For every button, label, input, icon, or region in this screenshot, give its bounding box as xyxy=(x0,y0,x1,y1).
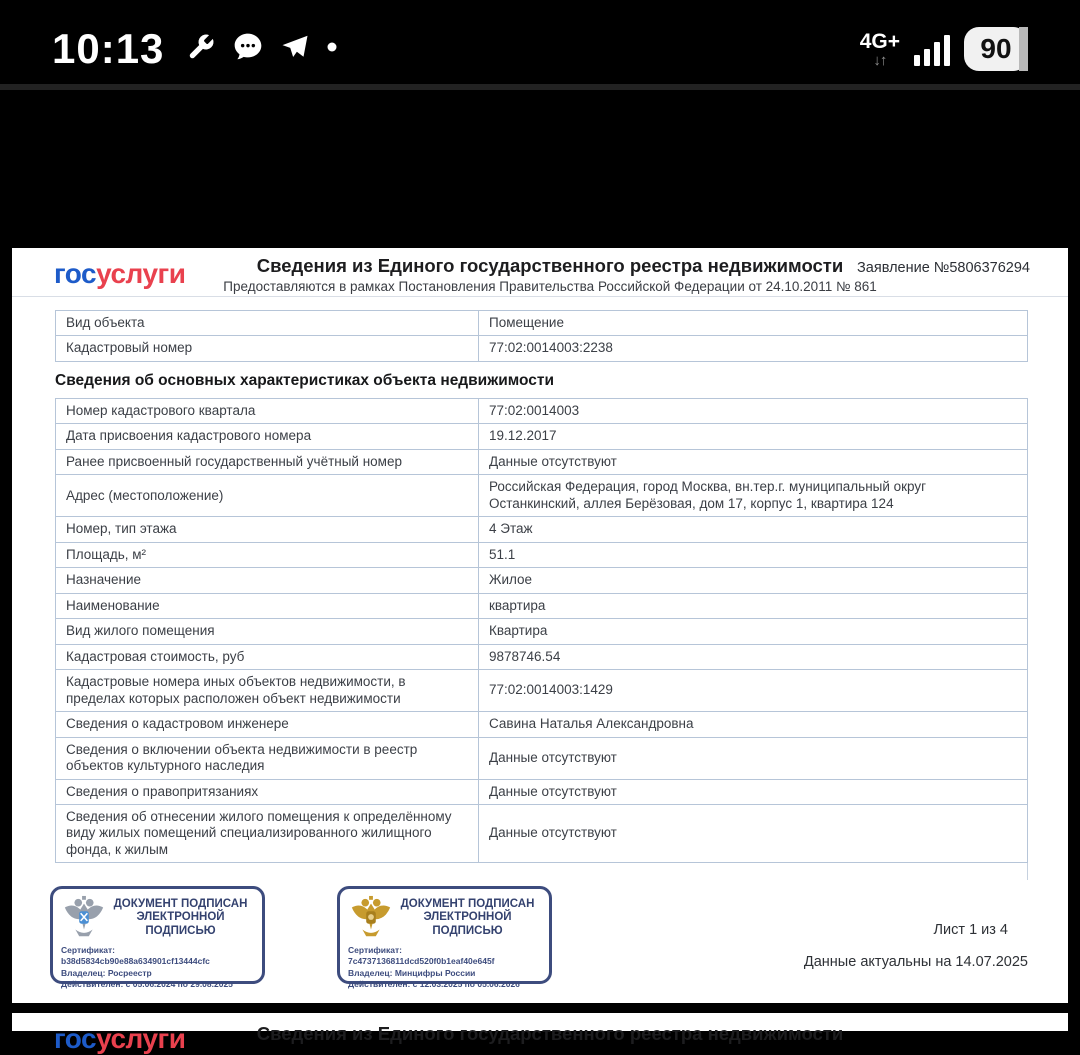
row-label: Наименование xyxy=(56,593,479,618)
table-row xyxy=(56,542,1028,567)
table-row xyxy=(56,644,1028,669)
table-row xyxy=(56,475,1028,517)
document-page-2-sliver[interactable] xyxy=(12,1013,1068,1054)
wrench-icon xyxy=(186,32,216,67)
row-label: Назначение xyxy=(56,568,479,593)
row-value: 9878746.54 xyxy=(479,644,1028,669)
signal-strength-icon xyxy=(914,32,950,66)
network-type-label: 4G+ xyxy=(859,29,900,53)
object-summary-table xyxy=(55,310,1028,362)
table-row xyxy=(56,670,1028,712)
table-row xyxy=(56,737,1028,779)
table-border-artifact xyxy=(1027,863,1028,880)
row-label: Адрес (местоположение) xyxy=(56,475,479,517)
table-row xyxy=(56,593,1028,618)
logo-gos-part: гос xyxy=(54,258,97,289)
logo-uslugi-part: услуги xyxy=(96,1023,186,1054)
rosreestr-eagle-icon xyxy=(61,895,107,941)
table-row xyxy=(56,568,1028,593)
row-value: Жилое xyxy=(479,568,1028,593)
table-row xyxy=(56,804,1028,862)
section-title: Сведения об основных характеристиках объекта недвижимости xyxy=(55,372,554,389)
table-row xyxy=(56,449,1028,474)
row-label: Вид жилого помещения xyxy=(56,619,479,644)
stamp-owner: Владелец: Росреестр xyxy=(61,967,152,978)
data-actual-date: Данные актуальны на 14.07.2025 xyxy=(803,954,1028,970)
table-row xyxy=(56,517,1028,542)
document-title: Сведения из Единого государственного реестра недвижимости xyxy=(256,1023,844,1044)
row-value: Данные отсутствуют xyxy=(479,779,1028,804)
table-row xyxy=(56,779,1028,804)
row-label: Кадастровая стоимость, руб xyxy=(56,644,479,669)
battery-percent: 90 xyxy=(980,33,1012,64)
row-value: 19.12.2017 xyxy=(479,424,1028,449)
row-value: Савина Наталья Александровна xyxy=(479,712,1028,737)
notification-dot-icon xyxy=(326,40,338,58)
table-row xyxy=(56,712,1028,737)
status-bar xyxy=(0,0,1080,84)
data-arrows-icon: ↓↑ xyxy=(873,51,887,69)
document-subtitle: Предоставляются в рамках Постановления Правительства Российской Федерации от 24.10.2011 № 861 xyxy=(223,279,877,294)
logo-uslugi-part: услуги xyxy=(96,258,186,289)
battery-indicator xyxy=(964,27,1028,71)
gosuslugi-logo xyxy=(54,1023,185,1055)
table-row xyxy=(56,336,1028,361)
stamp-owner: Владелец: Минцифры России xyxy=(348,967,476,978)
row-label: Сведения о кадастровом инженере xyxy=(56,712,479,737)
row-value: Данные отсутствуют xyxy=(479,737,1028,779)
row-value: 77:02:0014003 xyxy=(479,399,1028,424)
row-value: 4 Этаж xyxy=(479,517,1028,542)
logo-gos-part: гос xyxy=(54,1023,97,1054)
signature-stamp-rosreestr xyxy=(50,886,265,990)
document-header xyxy=(12,248,1068,297)
table-row xyxy=(56,399,1028,424)
row-label: Сведения о правопритязаниях xyxy=(56,779,479,804)
status-indicators xyxy=(860,27,1028,71)
row-label: Кадастровый номер xyxy=(56,336,479,361)
row-value: Данные отсутствуют xyxy=(479,449,1028,474)
document-page-1[interactable] xyxy=(12,248,1068,1003)
table-row xyxy=(56,424,1028,449)
row-label: Ранее присвоенный государственный учётный номер xyxy=(56,449,479,474)
gold-eagle-icon xyxy=(348,895,394,941)
object-summary-table-wrap xyxy=(55,310,1028,362)
row-label: Вид объекта xyxy=(56,311,479,336)
window-top-edge xyxy=(0,84,1080,90)
notification-icons xyxy=(186,31,338,68)
row-label: Номер, тип этажа xyxy=(56,517,479,542)
telegram-icon xyxy=(280,32,310,67)
document-title: Сведения из Единого государственного реестра недвижимости xyxy=(256,255,844,276)
sheet-number: Лист 1 из 4 xyxy=(933,922,1008,938)
row-value: 77:02:0014003:2238 xyxy=(479,336,1028,361)
row-value: Данные отсутствуют xyxy=(479,804,1028,862)
clock: 10:13 xyxy=(52,25,165,72)
battery-level-fill xyxy=(1019,27,1028,71)
row-label: Дата присвоения кадастрового номера xyxy=(56,424,479,449)
row-value: Квартира xyxy=(479,619,1028,644)
row-label: Номер кадастрового квартала xyxy=(56,399,479,424)
row-value: 51.1 xyxy=(479,542,1028,567)
row-value: Российская Федерация, город Москва, вн.тер.г. муниципальный округ Останкинский, аллея Берёзовая, дом 17, корпус 1, квартира 124 xyxy=(479,475,1028,517)
stamp-validity: Действителен: с 05.06.2024 по 29.08.2025 xyxy=(61,979,233,990)
table-row xyxy=(56,619,1028,644)
table-row xyxy=(56,311,1028,336)
network-indicator xyxy=(860,31,900,68)
application-number: Заявление №5806376294 xyxy=(857,260,1030,276)
signature-stamp-mincifry xyxy=(337,886,552,990)
row-label: Сведения о включении объекта недвижимости в реестр объектов культурного наследия xyxy=(56,737,479,779)
row-value: 77:02:0014003:1429 xyxy=(479,670,1028,712)
chat-bubble-icon xyxy=(232,31,264,68)
row-label: Площадь, м² xyxy=(56,542,479,567)
row-label: Кадастровые номера иных объектов недвижимости, в пределах которых расположен объект недвижимости xyxy=(56,670,479,712)
stamp-certificate: Сертификат: b38d5834cb90e88a634901cf13444cfc xyxy=(61,945,210,967)
object-details-table xyxy=(55,398,1028,863)
stamp-validity: Действителен: с 12.03.2025 по 05.06.2026 xyxy=(348,979,520,990)
stamp-certificate: Сертификат: 7c4737136811dcd520f0b1eaf40e645f xyxy=(348,945,495,967)
row-value: Помещение xyxy=(479,311,1028,336)
stamp-title: ДОКУМЕНТ ПОДПИСАН ЭЛЕКТРОННОЙ ПОДПИСЬЮ xyxy=(113,897,248,937)
row-value: квартира xyxy=(479,593,1028,618)
row-label: Сведения об отнесении жилого помещения к определённому виду жилых помещений специализированного жилищного фонда, к жилым xyxy=(56,804,479,862)
object-details-table-wrap xyxy=(55,398,1028,863)
stamp-title: ДОКУМЕНТ ПОДПИСАН ЭЛЕКТРОННОЙ ПОДПИСЬЮ xyxy=(400,897,535,937)
